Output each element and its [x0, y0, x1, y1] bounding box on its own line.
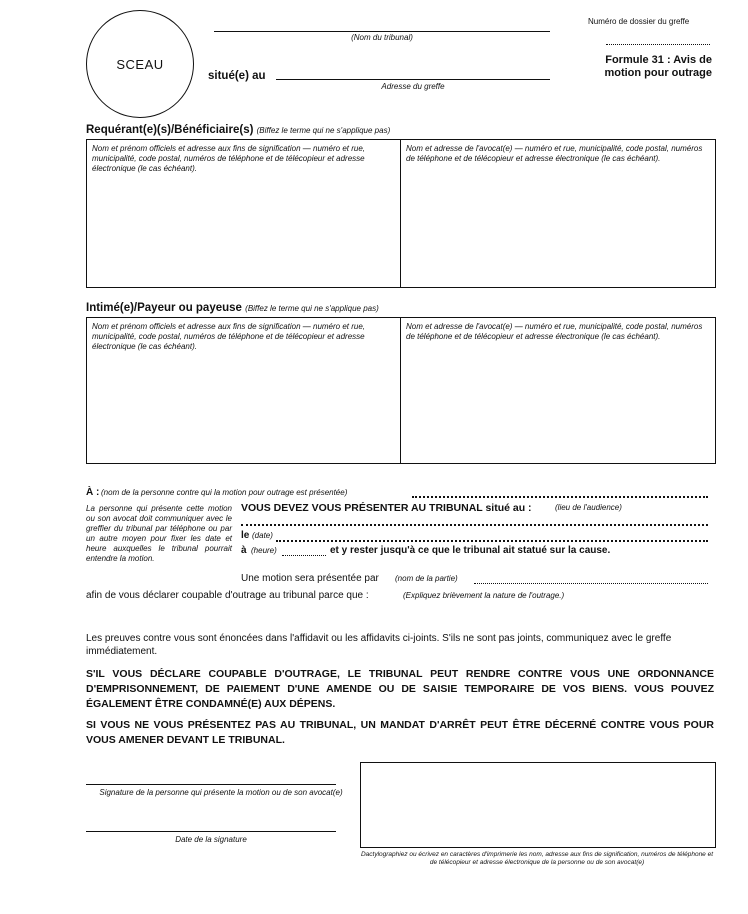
respondent-lawyer-caption: Nom et adresse de l'avocat(e) — numéro et rue, municipalité, code postal, numéros de téléphone et de télécopieur et adresse électronique (le cas échéant). [406, 322, 703, 341]
applicant-party-cell[interactable] [87, 140, 401, 287]
purpose-caption: (Expliquez brièvement la nature de l'outrage.) [403, 591, 565, 600]
motion-by-label: Une motion sera présentée par [241, 573, 379, 584]
to-field[interactable] [412, 496, 708, 498]
form-title-line1: Formule 31 : Avis de [605, 54, 712, 66]
time-field[interactable] [282, 555, 326, 556]
seal-label: SCEAU [116, 56, 164, 72]
contact-info-caption: Dactylographiez ou écrivez en caractères d'imprimerie les nom, adresse aux fins de signification, numéros de téléphone et de télécopieur et adresse électronique de la personne ou de son avocat(e) [360, 851, 714, 866]
must-appear-text: VOUS DEVEZ VOUS PRÉSENTER AU TRIBUNAL situé au : [241, 502, 532, 514]
respondent-note: (Biffez le terme qui ne s'applique pas) [245, 304, 379, 313]
party-caption: (nom de la partie) [395, 574, 458, 583]
hearing-place-caption: (lieu de l'audience) [555, 503, 622, 512]
file-number-label: Numéro de dossier du greffe [588, 17, 690, 26]
to-caption: (nom de la personne contre qui la motion pour outrage est présentée) [101, 488, 348, 497]
applicant-party-caption: Nom et prénom officiels et adresse aux fins de signification — numéro et rue, municipalité, code postal, numéros de téléphone et de télécopieur et adresse électronique (le cas échéant). [92, 144, 366, 173]
applicant-lawyer-caption: Nom et adresse de l'avocat(e) — numéro et rue, municipalité, code postal, numéros de téléphone et de télécopieur et adresse électronique (le cas échéant). [406, 144, 703, 163]
evidence-text: Les preuves contre vous sont énoncées dans l'affidavit ou les affidavits ci-joints. S'ils ne sont pas joints, communiquez avec le greffe immédiatement. [86, 633, 672, 657]
purpose-text: afin de vous déclarer coupable d'outrage au tribunal parce que : [86, 590, 369, 601]
located-at-label: situé(e) au [208, 70, 266, 82]
respondent-section-title [86, 302, 379, 314]
applicant-section-title [86, 124, 390, 136]
respondent-party-cell[interactable] [87, 318, 401, 463]
stay-text: et y rester jusqu'à ce que le tribunal ait statué sur la cause. [330, 545, 611, 556]
court-name-caption: (Nom du tribunal) [351, 33, 413, 42]
file-number-field[interactable] [606, 44, 710, 45]
respondent-lawyer-cell[interactable] [401, 318, 715, 463]
on-label: le [241, 530, 250, 541]
respondent-title: Intimé(e)/Payeur ou payeuse [86, 302, 242, 314]
applicant-title: Requérant(e)(s)/Bénéficiaire(s) [86, 124, 254, 136]
seal-circle [86, 10, 194, 118]
time-caption: (heure) [251, 546, 277, 555]
applicant-note: (Biffez le terme qui ne s'applique pas) [256, 126, 391, 135]
contact-info-box[interactable] [360, 762, 716, 848]
signature-date-line[interactable] [86, 831, 336, 832]
respondent-table [86, 317, 716, 464]
to-label: À : [86, 487, 100, 498]
court-address-line[interactable] [276, 79, 550, 80]
signature-line[interactable] [86, 784, 336, 785]
at-label: à [241, 545, 247, 556]
date-caption: (date) [252, 531, 273, 540]
applicant-lawyer-cell[interactable] [401, 140, 715, 287]
respondent-party-caption: Nom et prénom officiels et adresse aux fins de signification — numéro et rue, municipalité, code postal, numéros de téléphone et de télécopieur et adresse électronique (le cas échéant). [92, 322, 366, 351]
court-address-caption: Adresse du greffe [381, 82, 445, 91]
court-name-line[interactable] [214, 31, 550, 32]
date-field[interactable] [276, 540, 708, 542]
warning-arrest: SI VOUS NE VOUS PRÉSENTEZ PAS AU TRIBUNAL, UN MANDAT D'ARRÊT PEUT ÊTRE DÉCERNÉ CONTRE VOUS POUR VOUS AMENER DEVANT LE TRIBUNAL. [86, 719, 714, 746]
warning-contempt: S'IL VOUS DÉCLARE COUPABLE D'OUTRAGE, LE TRIBUNAL PEUT RENDRE CONTRE VOUS UNE ORDONNANCE D'EMPRISONNEMENT, DE PAIEMENT D'UNE AMENDE OU DE SAISIE TEMPORAIRE DE VOS BIENS. VOUS POUVEZ ÉGALEMENT ÊTRE CONDAMNÉ(E) AUX DÉPENS. [86, 668, 714, 710]
applicant-table [86, 139, 716, 288]
party-field[interactable] [474, 583, 708, 584]
signature-caption: Signature de la personne qui présente la motion ou de son avocat(e) [99, 788, 343, 797]
hearing-place-field[interactable] [241, 524, 708, 526]
side-note: La personne qui présente cette motion ou son avocat doit communiquer avec le greffier du tribunal par téléphone ou par un autre moyen pour fixer les date et heure auxquelles le tribunal pourrait entendre la motion. [86, 504, 232, 563]
form-title-line2: motion pour outrage [604, 67, 712, 79]
signature-date-caption: Date de la signature [175, 835, 247, 844]
